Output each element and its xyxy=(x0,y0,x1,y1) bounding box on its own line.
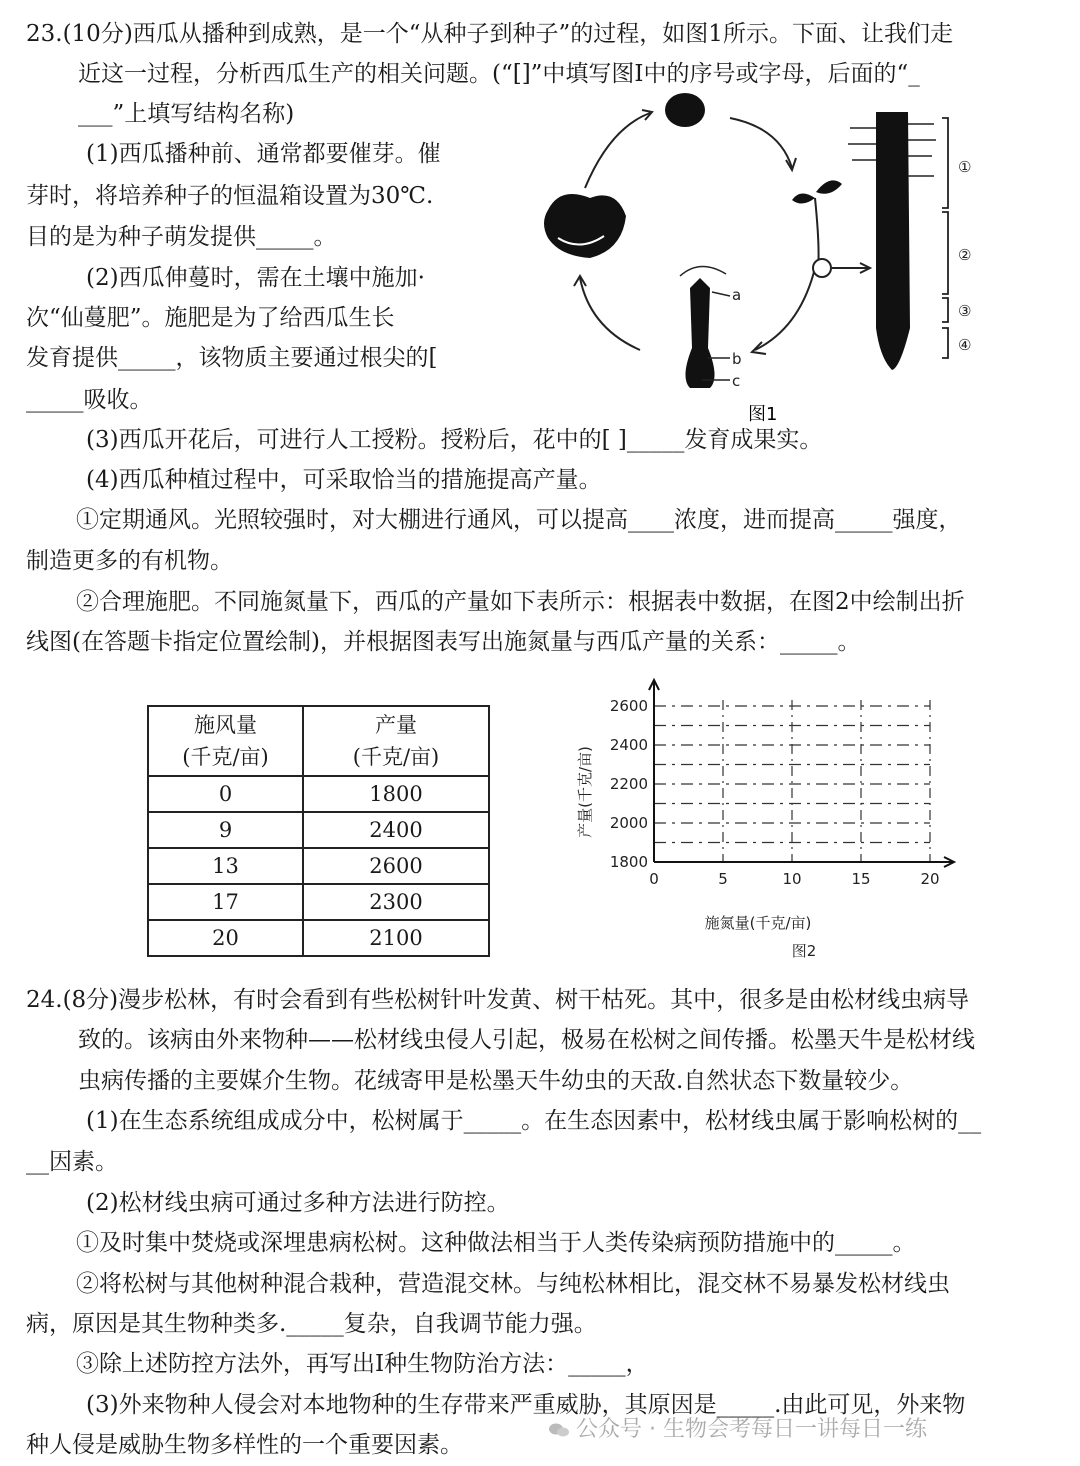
q23-sub1-line-2: 芽时，将培养种子的恒温箱设置为30℃. xyxy=(26,183,434,209)
wechat-icon xyxy=(548,1422,570,1438)
y-tick-label: 2600 xyxy=(609,697,648,715)
flower-drawing xyxy=(685,278,714,388)
q23-sub2-line-1: (2)西瓜伸蔓时，需在土壤中施加· xyxy=(86,265,425,291)
q24-sub2-2-line-1: ②将松树与其他树种混合栽种，营造混交林。与纯松林相比，混交林不易暴发松材线虫 xyxy=(76,1271,950,1297)
y-tick-label: 2200 xyxy=(609,775,648,793)
cell-yield: 2400 xyxy=(303,812,489,848)
label-zone-3: ③ xyxy=(958,302,972,320)
q24-sub2-2-line-2: 病，原因是其生物种类多._____复杂，自我调节能力强。 xyxy=(26,1311,597,1337)
y-tick-label: 1800 xyxy=(609,853,648,871)
q23-sub4-2-line-2: 线图(在答题卡指定位置绘制)，并根据图表写出施氮量与西瓜产量的关系：_____。 xyxy=(26,629,861,655)
q23-line-1: 23.(10分)西瓜从播种到成熟，是一个“从种子到种子”的过程，如图1所示。下面、让我们走 xyxy=(26,21,953,47)
q23-sub4-1-line-2: 制造更多的有机物。 xyxy=(26,548,233,574)
q23-line-3: ___”上填写结构名称) xyxy=(78,101,295,127)
label-zone-4: ④ xyxy=(958,336,972,354)
q24-sub2: (2)松材线虫病可通过多种方法进行防控。 xyxy=(86,1190,510,1216)
header-nitrogen-unit: (千克/亩) xyxy=(182,745,269,769)
chart-axes xyxy=(649,680,954,867)
table-row xyxy=(148,848,489,884)
figure-1-caption: 图1 xyxy=(748,404,778,425)
label-a: a xyxy=(732,286,742,304)
q23-sub4-2-line-1: ②合理施肥。不同施氮量下，西瓜的产量如下表所示：根据表中数据，在图2中绘制出折 xyxy=(76,589,965,615)
header-nitrogen-title: 施风量 xyxy=(194,713,257,737)
cell-yield: 2100 xyxy=(303,920,489,956)
yield-table xyxy=(147,705,490,957)
q24-sub1-line-1: (1)在生态系统组成成分中，松树属于_____。在生态因素中，松材线虫属于影响松树的__ xyxy=(86,1108,982,1134)
x-tick-label: 20 xyxy=(920,870,940,888)
figure-2-chart xyxy=(560,672,960,972)
watermark xyxy=(548,1412,927,1443)
label-c: c xyxy=(732,372,741,390)
cell-nitrogen: 9 xyxy=(148,812,303,848)
q23-line-2: 近这一过程，分析西瓜生产的相关问题。(“[]”中填写图Ⅰ中的序号或字母，后面的“_ xyxy=(78,61,920,87)
q23-sub2-line-3: 发育提供_____，该物质主要通过根尖的[ xyxy=(26,345,438,371)
x-tick-label: 0 xyxy=(649,870,659,888)
figure-1-lifecycle xyxy=(530,88,1000,428)
watermark-text: 公众号 · 生物会考每日一讲每日一练 xyxy=(576,1417,927,1442)
q23-sub2-line-2: 次“仙蔓肥”。施肥是为了给西瓜生长 xyxy=(26,305,395,331)
q24-sub2-1: ①及时集中焚烧或深埋患病松树。这种做法相当于人类传染病预防措施中的_____。 xyxy=(76,1230,916,1256)
q24-line-2: 致的。该病由外来物种——松材线虫侵人引起，极易在松树之间传播。松墨天牛是松材线 xyxy=(78,1027,975,1053)
y-axis-label: 产量(千克/亩) xyxy=(576,746,594,838)
chart-caption: 图2 xyxy=(791,942,817,960)
table-row xyxy=(148,776,489,812)
cell-yield: 2600 xyxy=(303,848,489,884)
x-axis-label: 施氮量(千克/亩) xyxy=(704,914,812,932)
cell-nitrogen: 17 xyxy=(148,884,303,920)
label-zone-2: ② xyxy=(958,246,972,264)
table-header-nitrogen xyxy=(148,706,303,776)
cell-yield: 1800 xyxy=(303,776,489,812)
cell-nitrogen: 0 xyxy=(148,776,303,812)
cell-nitrogen: 13 xyxy=(148,848,303,884)
seed-drawing xyxy=(665,93,705,127)
q24-sub1-line-2: __因素。 xyxy=(26,1149,118,1175)
q23-sub4-1-line-1: ①定期通风。光照较强时，对大棚进行通风，可以提高____浓度，进而提高_____强度， xyxy=(76,507,962,533)
fruit-drawing xyxy=(544,194,626,258)
q23-sub4: (4)西瓜种植过程中，可采取恰当的措施提高产量。 xyxy=(86,467,602,493)
x-tick-label: 5 xyxy=(718,870,728,888)
q24-sub3-line-1: (3)外来物种人侵会对本地物种的生存带来严重威胁，其原因是_____.由此可见，外来物 xyxy=(86,1392,966,1418)
header-yield-unit: (千克/亩) xyxy=(352,745,440,769)
chart-grid xyxy=(654,700,930,862)
q24-sub3-line-2: 种人侵是威胁生物多样性的一个重要因素。 xyxy=(26,1432,463,1458)
q24-line-3: 虫病传播的主要媒介生物。花绒寄甲是松墨天牛幼虫的天敌.自然状态下数量较少。 xyxy=(78,1068,914,1094)
label-b: b xyxy=(732,350,742,368)
y-tick-label: 2000 xyxy=(609,814,648,832)
header-yield-title: 产量 xyxy=(375,713,417,737)
x-tick-label: 15 xyxy=(851,870,871,888)
q24-line-1: 24.(8分)漫步松林，有时会看到有些松树针叶发黄、树干枯死。其中，很多是由松材线虫病导 xyxy=(26,987,970,1013)
cell-yield: 2300 xyxy=(303,884,489,920)
q23-sub2-line-4: _____吸收。 xyxy=(26,387,153,413)
cell-nitrogen: 20 xyxy=(148,920,303,956)
q24-sub2-3: ③除上述防控方法外，再写出Ⅰ种生物防治方法：_____， xyxy=(76,1351,649,1377)
table-row xyxy=(148,920,489,956)
table-header-yield xyxy=(303,706,489,776)
x-tick-label: 10 xyxy=(782,870,802,888)
table-row xyxy=(148,812,489,848)
table-row xyxy=(148,884,489,920)
root-tip-drawing xyxy=(876,112,910,370)
y-tick-label: 2400 xyxy=(609,736,648,754)
label-zone-1: ① xyxy=(958,158,972,176)
q23-sub3: (3)西瓜开花后，可进行人工授粉。授粉后，花中的[ ]_____发育成果实。 xyxy=(86,427,823,453)
q23-sub1-line-3: 目的是为种子萌发提供_____。 xyxy=(26,224,337,250)
q23-sub1-line-1: (1)西瓜播种前、通常都要催芽。催 xyxy=(86,141,441,167)
